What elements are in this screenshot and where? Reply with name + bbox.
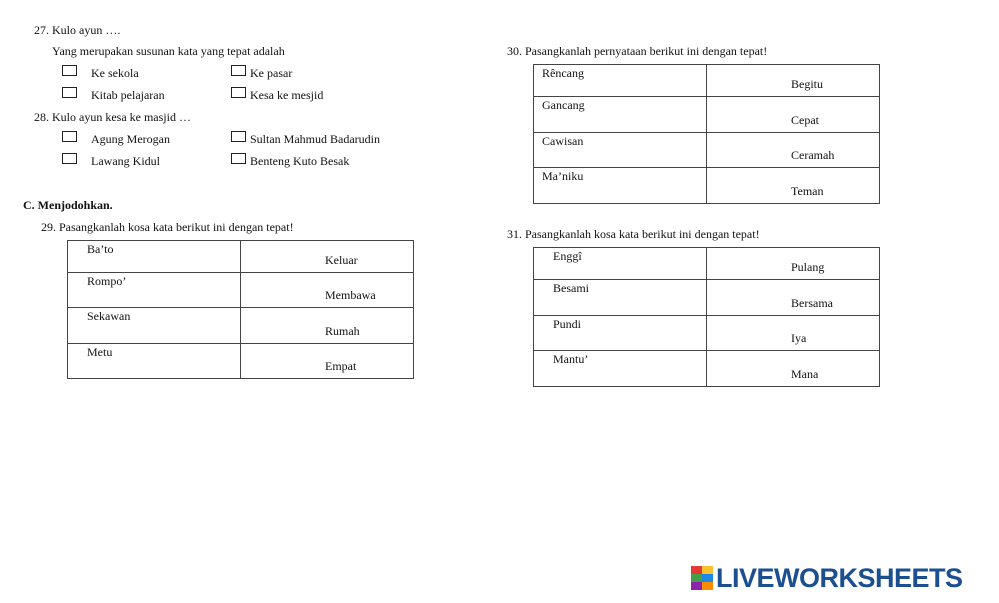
logo-block [702, 574, 713, 582]
logo-block [702, 582, 713, 590]
table-row [534, 351, 880, 387]
q27-option-3-label: Kitab pelajaran [91, 88, 165, 102]
table-row [534, 316, 880, 351]
liveworksheets-logo-icon [691, 566, 713, 590]
q27-option-1-checkbox[interactable] [62, 65, 77, 76]
logo-block [691, 566, 702, 574]
logo-block [702, 566, 713, 574]
q31-left-term: Enggî [553, 249, 582, 263]
q30-left-term: Cawisan [542, 134, 584, 148]
q27-option-2-checkbox[interactable] [231, 65, 246, 76]
q30-title: 30. Pasangkanlah pernyataan berikut ini dengan tepat! [507, 44, 768, 58]
q29-title: 29. Pasangkanlah kosa kata berikut ini dengan tepat! [41, 220, 294, 234]
q28-option-2-checkbox[interactable] [231, 131, 246, 142]
q31-right-cell[interactable] [707, 351, 880, 387]
table-row [534, 248, 880, 280]
q28-option-2-label: Sultan Mahmud Badarudin [250, 132, 380, 146]
table-row [534, 133, 880, 168]
q29-left-cell[interactable] [68, 273, 241, 308]
q28-option-1-checkbox[interactable] [62, 131, 77, 142]
q30-left-term: Rêncang [542, 66, 584, 80]
q29-left-cell[interactable] [68, 241, 241, 273]
table-row [534, 97, 880, 133]
q29-left-term: Rompo’ [87, 274, 127, 288]
table-row [534, 280, 880, 316]
table-row [534, 168, 880, 204]
q27-option-2-label: Ke pasar [250, 66, 293, 80]
q30-right-cell[interactable] [707, 133, 880, 168]
q31-left-term: Mantu’ [553, 352, 589, 366]
q28-option-4-checkbox[interactable] [231, 153, 246, 164]
q31-right-term: Bersama [791, 296, 833, 310]
q30-right-cell[interactable] [707, 97, 880, 133]
q29-right-cell[interactable] [241, 344, 414, 379]
q31-right-cell[interactable] [707, 248, 880, 280]
q30-left-term: Ma’niku [542, 169, 584, 183]
q30-right-term: Ceramah [791, 148, 835, 162]
table-row [68, 344, 414, 379]
q30-right-term: Cepat [791, 113, 819, 127]
section-c-heading: C. Menjodohkan. [23, 198, 113, 212]
q29-right-term: Keluar [325, 253, 358, 267]
q29-right-term: Rumah [325, 324, 360, 338]
q29-right-cell[interactable] [241, 241, 414, 273]
table-row [68, 273, 414, 308]
q30-right-cell[interactable] [707, 65, 880, 97]
q31-title: 31. Pasangkanlah kosa kata berikut ini dengan tepat! [507, 227, 760, 241]
q28-option-4-label: Benteng Kuto Besak [250, 154, 350, 168]
q27-option-4-label: Kesa ke mesjid [250, 88, 324, 102]
q31-right-term: Mana [791, 367, 819, 381]
table-row [534, 65, 880, 97]
q31-left-cell[interactable] [534, 351, 707, 387]
q31-left-term: Pundi [553, 317, 582, 331]
q29-left-cell[interactable] [68, 344, 241, 379]
q27-option-4-checkbox[interactable] [231, 87, 246, 98]
logo-block [691, 582, 702, 590]
liveworksheets-logo[interactable] [691, 563, 963, 593]
q30-left-cell[interactable] [534, 168, 707, 204]
q31-right-term: Iya [791, 331, 807, 345]
q29-left-term: Metu [87, 345, 113, 359]
q30-right-term: Begitu [791, 77, 823, 91]
q30-left-term: Gancang [542, 98, 585, 112]
logo-text: LIVEWORKSHEETS [716, 563, 963, 593]
q29-left-term: Sekawan [87, 309, 131, 323]
q29-right-cell[interactable] [241, 273, 414, 308]
q29-right-term: Membawa [325, 288, 376, 302]
q29-matching-table [67, 240, 414, 379]
q31-left-cell[interactable] [534, 316, 707, 351]
q28-option-3-checkbox[interactable] [62, 153, 77, 164]
table-row [68, 241, 414, 273]
q29-left-term: Ba’to [87, 242, 114, 256]
q30-left-cell[interactable] [534, 65, 707, 97]
q27-prompt: Yang merupakan susunan kata yang tepat adalah [52, 44, 285, 58]
q30-right-term: Teman [791, 184, 824, 198]
q31-matching-table [533, 247, 880, 387]
q29-right-cell[interactable] [241, 308, 414, 344]
q28-option-3-label: Lawang Kidul [91, 154, 160, 168]
q28-title: 28. Kulo ayun kesa ke masjid … [34, 110, 191, 124]
table-row [68, 308, 414, 344]
q28-option-1-label: Agung Merogan [91, 132, 170, 146]
q27-option-1-label: Ke sekola [91, 66, 139, 80]
q30-left-cell[interactable] [534, 97, 707, 133]
logo-block [691, 574, 702, 582]
q30-matching-table [533, 64, 880, 204]
q30-right-cell[interactable] [707, 168, 880, 204]
q31-right-cell[interactable] [707, 316, 880, 351]
q29-left-cell[interactable] [68, 308, 241, 344]
q31-left-cell[interactable] [534, 280, 707, 316]
q31-left-term: Besami [553, 281, 589, 295]
q27-title: 27. Kulo ayun …. [34, 23, 121, 37]
q30-left-cell[interactable] [534, 133, 707, 168]
q31-left-cell[interactable] [534, 248, 707, 280]
q27-option-3-checkbox[interactable] [62, 87, 77, 98]
q29-right-term: Empat [325, 359, 357, 373]
q31-right-term: Pulang [791, 260, 825, 274]
q31-right-cell[interactable] [707, 280, 880, 316]
